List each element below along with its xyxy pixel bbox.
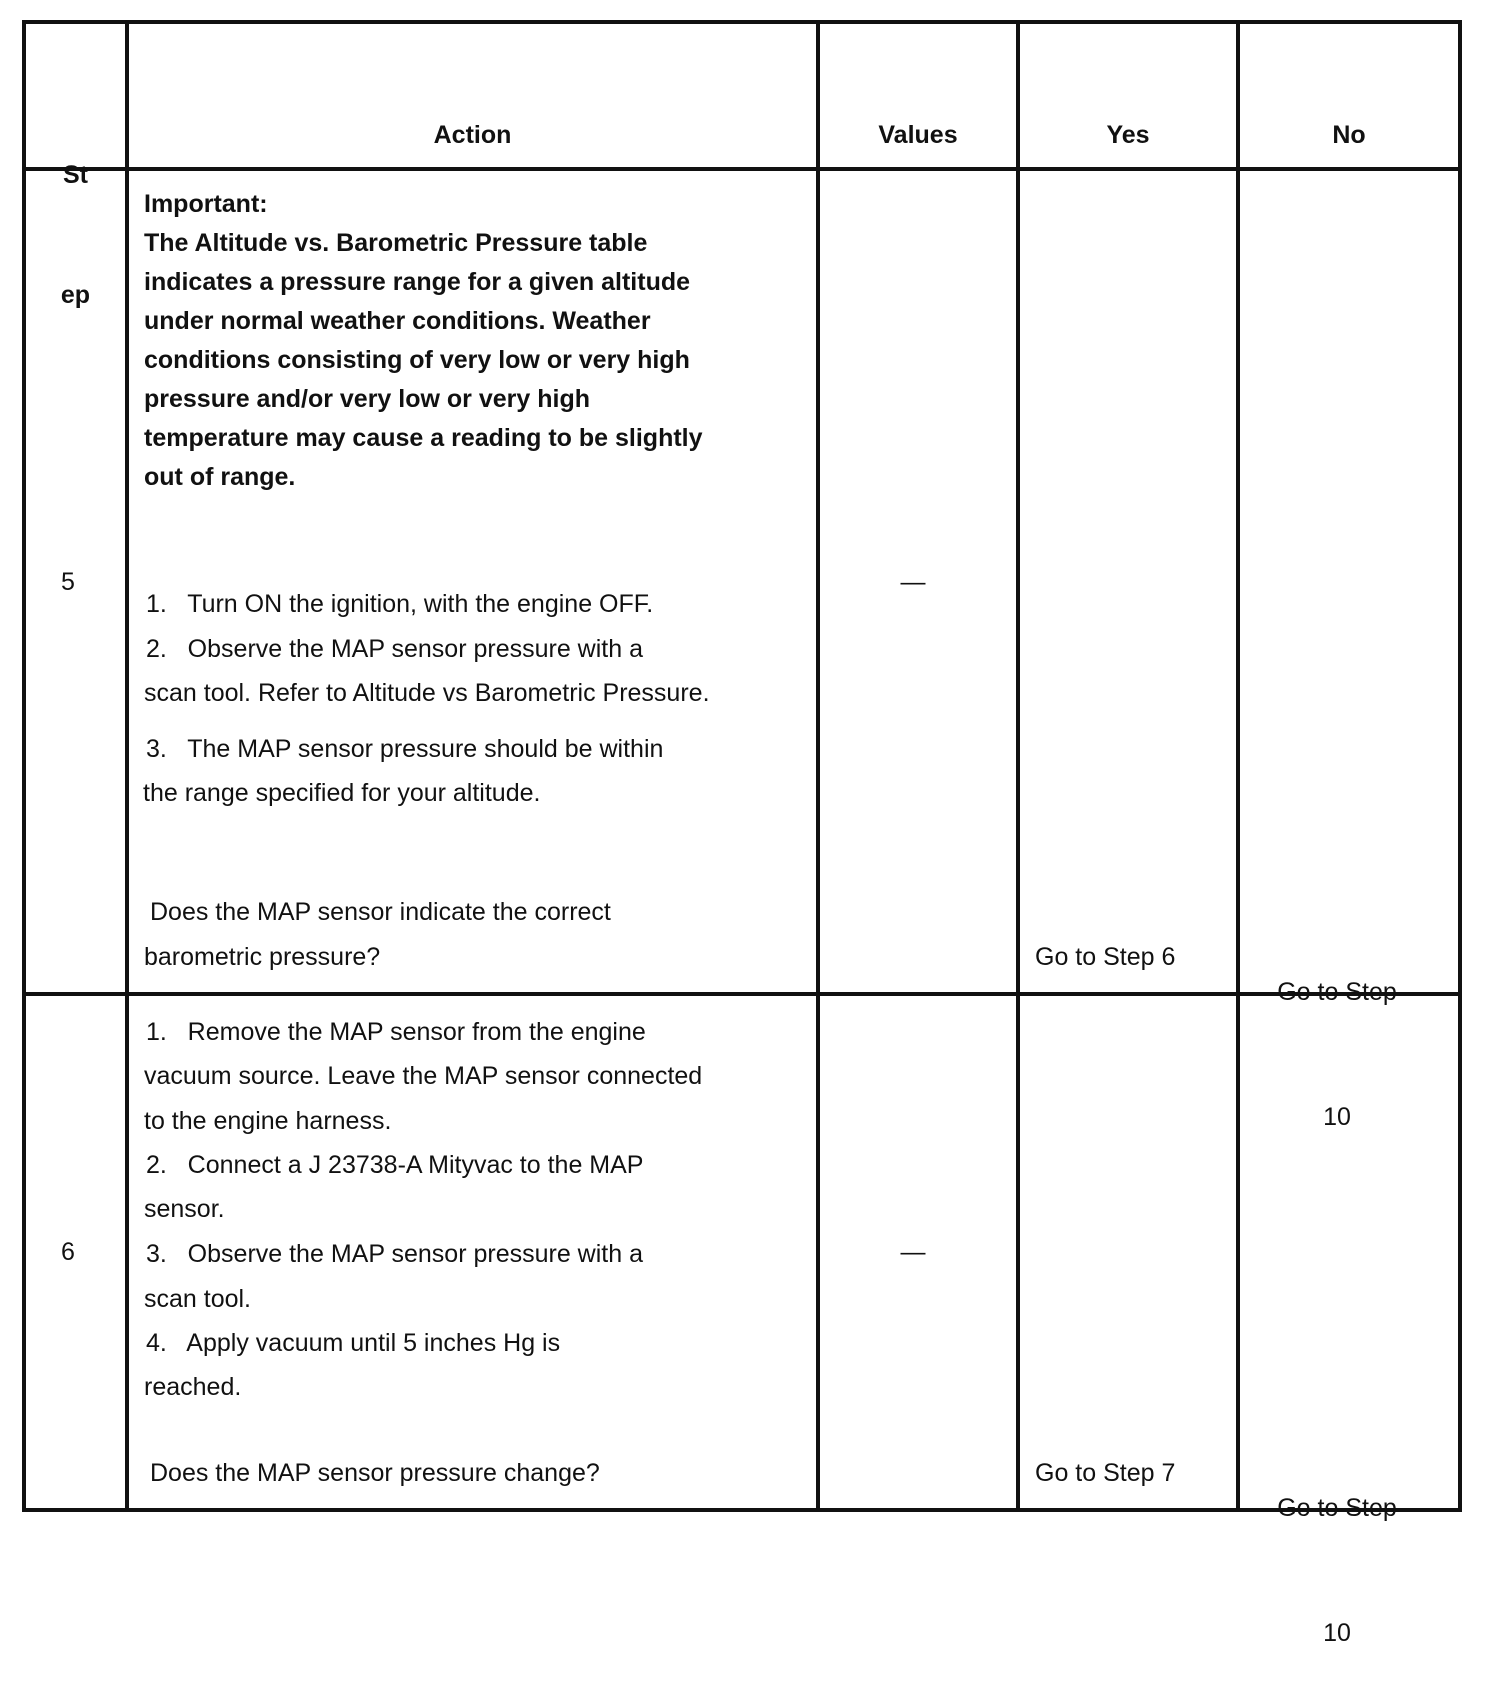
column-divider-step bbox=[125, 20, 129, 1512]
header-step-line1: St bbox=[63, 161, 88, 189]
important-note-line: pressure and/or very low or very high bbox=[144, 385, 590, 413]
action-question-line: Does the MAP sensor pressure change? bbox=[150, 1459, 600, 1487]
action-step-line: 2. Observe the MAP sensor pressure with a bbox=[146, 635, 643, 663]
action-question-line: barometric pressure? bbox=[144, 943, 381, 971]
no-cell-6-line2: 10 bbox=[1323, 1619, 1351, 1647]
header-step-line2: ep bbox=[60, 281, 91, 309]
important-note-line: out of range. bbox=[144, 463, 296, 491]
important-note-line: indicates a pressure range for a given altitude bbox=[144, 268, 691, 296]
action-step-line: 4. Apply vacuum until 5 inches Hg is bbox=[146, 1329, 561, 1357]
important-note-line: under normal weather conditions. Weather bbox=[144, 307, 651, 335]
action-step-line: 3. Observe the MAP sensor pressure with a bbox=[146, 1240, 643, 1268]
no-cell-5-line1: Go to Step bbox=[1277, 978, 1397, 1006]
header-step bbox=[26, 75, 125, 355]
action-step-line: 1. Remove the MAP sensor from the engine bbox=[146, 1018, 646, 1046]
header-no: No bbox=[1332, 121, 1366, 149]
action-step-line: the range specified for your altitude. bbox=[143, 779, 541, 807]
no-cell-5-line2: 10 bbox=[1323, 1103, 1351, 1131]
column-divider-action bbox=[816, 20, 820, 1512]
important-note-line: temperature may cause a reading to be slightly bbox=[144, 424, 703, 452]
header-divider bbox=[22, 167, 1462, 171]
action-step-line: scan tool. Refer to Altitude vs Barometric Pressure. bbox=[144, 679, 710, 707]
yes-cell-6: Go to Step 7 bbox=[1035, 1459, 1176, 1487]
header-action: Action bbox=[433, 121, 512, 149]
no-cell-6-line1: Go to Step bbox=[1277, 1494, 1397, 1522]
action-step-line: reached. bbox=[144, 1373, 242, 1401]
important-note-line: The Altitude vs. Barometric Pressure table bbox=[144, 229, 648, 257]
action-step-line: 2. Connect a J 23738-A Mityvac to the MAP bbox=[146, 1151, 644, 1179]
header-values: Values bbox=[878, 121, 958, 149]
table-border-right bbox=[1458, 20, 1462, 1512]
important-note-line: conditions consisting of very low or very high bbox=[144, 346, 690, 374]
action-step-line: vacuum source. Leave the MAP sensor connected bbox=[144, 1062, 703, 1090]
values-cell-5: — bbox=[900, 568, 926, 596]
action-step-line: to the engine harness. bbox=[144, 1107, 392, 1135]
action-step-line: 3. The MAP sensor pressure should be within bbox=[146, 735, 664, 763]
action-question-line: Does the MAP sensor indicate the correct bbox=[150, 898, 611, 926]
yes-cell-5: Go to Step 6 bbox=[1035, 943, 1176, 971]
column-divider-yes bbox=[1236, 20, 1240, 1512]
column-divider-values bbox=[1016, 20, 1020, 1512]
action-step-line: sensor. bbox=[144, 1195, 225, 1223]
step-number-5: 5 bbox=[61, 568, 75, 596]
step-number-6: 6 bbox=[61, 1238, 75, 1266]
action-step-line: 1. Turn ON the ignition, with the engine OFF. bbox=[146, 590, 654, 618]
table-border-top bbox=[22, 20, 1462, 24]
no-cell-5 bbox=[1240, 892, 1434, 1177]
values-cell-6: — bbox=[900, 1238, 926, 1266]
action-step-line: scan tool. bbox=[144, 1285, 252, 1313]
important-label: Important: bbox=[144, 190, 268, 218]
no-cell-6 bbox=[1240, 1408, 1434, 1693]
header-yes: Yes bbox=[1106, 121, 1150, 149]
